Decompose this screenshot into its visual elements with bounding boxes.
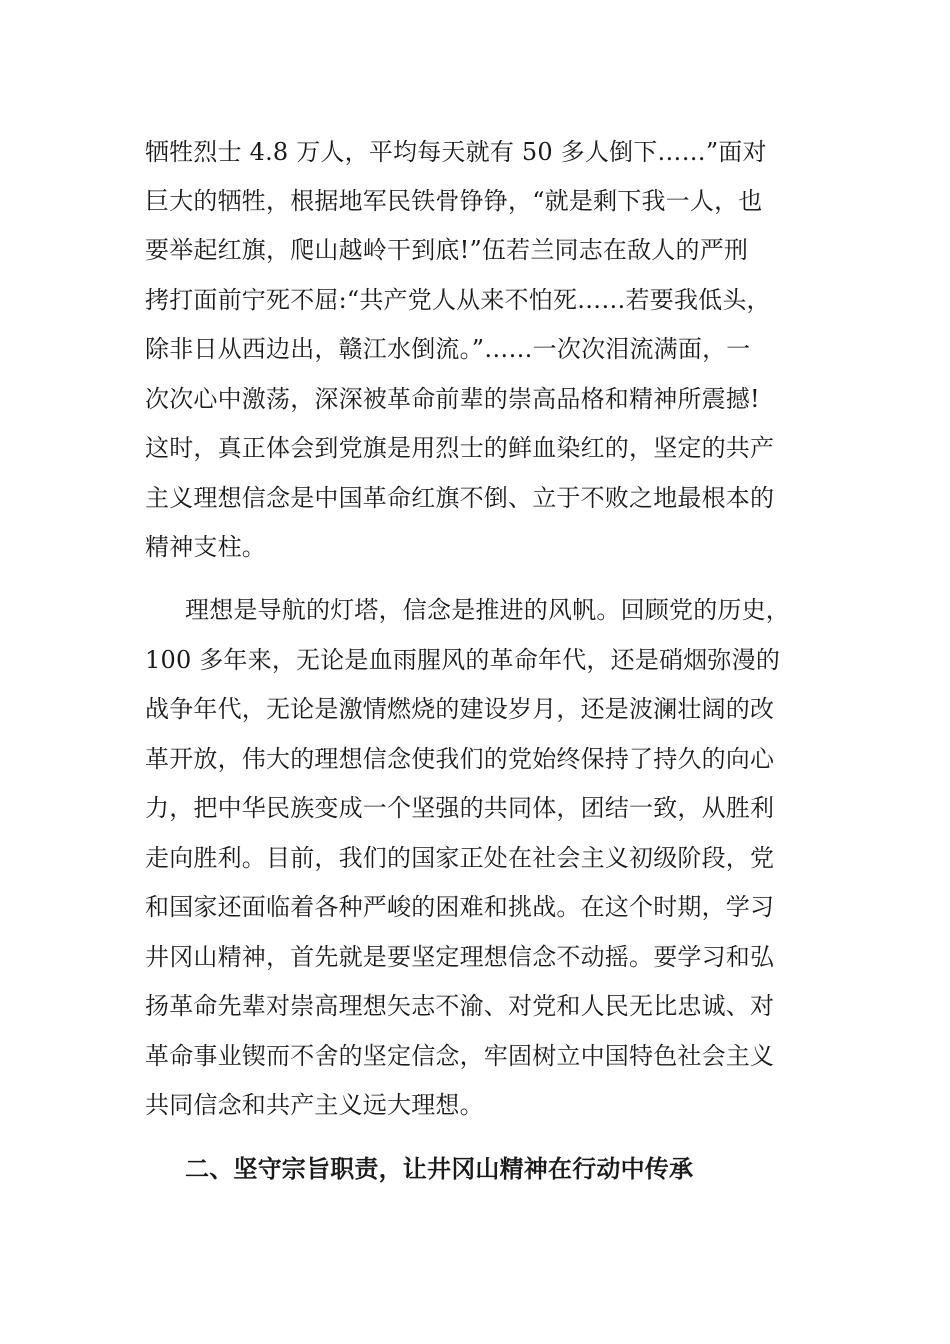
paragraph-1-line-5: 除非日从西边出，赣江水倒流。”……一次次泪流满面，一 (145, 335, 751, 363)
paragraph-1-line-7: 这时，真正体会到党旗是用烈士的鲜血染红的，坚定的共产 (145, 434, 775, 462)
paragraph-2-line-8: 井冈山精神，首先就是要坚定理想信念不动摇。要学习和弘 (145, 943, 775, 971)
paragraph-2-line-5: 力，把中华民族变成一个坚强的共同体，团结一致，从胜利 (145, 794, 775, 822)
paragraph-2-line-4: 革开放，伟大的理想信念使我们的党始终保持了持久的向心 (145, 745, 775, 773)
paragraph-1-line-6: 次次心中激荡，深深被革命前辈的崇高品格和精神所震撼! (145, 385, 760, 413)
paragraph-2-line-2: 100 多年来，无论是血雨腥风的革命年代，还是硝烟弥漫的 (145, 646, 781, 674)
paragraph-2-line-10: 革命事业锲而不舍的坚定信念，牢固树立中国特色社会主义 (145, 1042, 775, 1070)
paragraph-1-line-2: 巨大的牺牲，根据地军民铁骨铮铮，“就是剩下我一人，也 (145, 187, 763, 215)
paragraph-1-line-4: 拷打面前宁死不屈:“共产党人从来不怕死……若要我低头， (145, 286, 771, 314)
paragraph-2-line-6: 走向胜利。目前，我们的国家正处在社会主义初级阶段，党 (145, 844, 775, 872)
paragraph-2-line-3: 战争年代，无论是激情燃烧的建设岁月，还是波澜壮阔的改 (145, 695, 775, 723)
paragraph-1-line-1: 牺牲烈士 4.8 万人，平均每天就有 50 多人倒下……”面对 (145, 138, 767, 166)
paragraph-2-line-11: 共同信念和共产主义远大理想。 (145, 1091, 484, 1119)
paragraph-2-line-7: 和国家还面临着各种严峻的困难和挑战。在这个时期，学习 (145, 893, 775, 921)
paragraph-1-line-3: 要举起红旗，爬山越岭干到底!”伍若兰同志在敌人的严刑 (145, 236, 749, 264)
paragraph-1-line-9: 精神支柱。 (145, 533, 266, 561)
section-heading: 二、坚守宗旨职责，让井冈山精神在行动中传承 (185, 1155, 694, 1183)
paragraph-1-line-8: 主义理想信念是中国革命红旗不倒、立于不败之地最根本的 (145, 484, 775, 512)
paragraph-2-line-9: 扬革命先辈对崇高理想矢志不渝、对党和人民无比忠诚、对 (145, 992, 775, 1020)
paragraph-2-line-1: 理想是导航的灯塔，信念是推进的风帆。回顾党的历史， (185, 596, 790, 624)
